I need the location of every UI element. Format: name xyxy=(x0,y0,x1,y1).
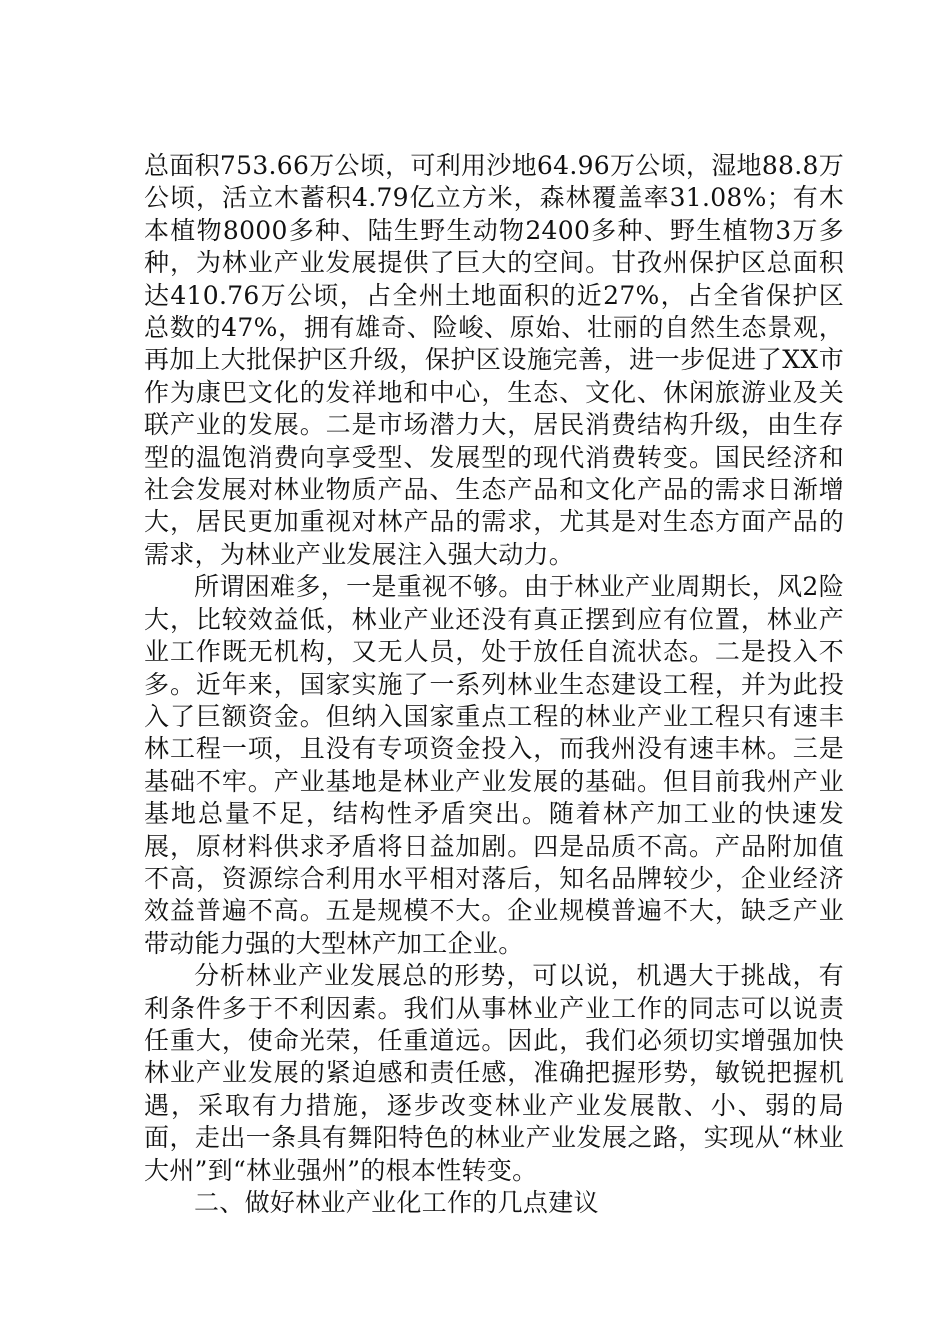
document-page xyxy=(144,150,844,1219)
paragraph-situation-analysis: 分析林业产业发展总的形势，可以说，机遇大于挑战，有利条件多于不利因素。我们从事林业产业工作的同志可以说责任重大，使命光荣，任重道远。因此，我们必须切实增强加快林业产业发展的紧迫感和责任感，准确把握形势，敏锐把握机遇，采取有力措施，逐步改变林业产业发展散、小、弱的局面，走出一条具有舞阳特色的林业产业发展之路，实现从“林业大州”到“林业强州”的根本性转变。 xyxy=(144,961,844,1185)
paragraph-resources: 总面积753.66万公顷，可利用沙地64.96万公顷，湿地88.8万公顷，活立木蓄积4.79亿立方米，森林覆盖率31.08%；有木本植物8000多种、陆生野生动物2400多种、野生植物3万多种，为林业产业发展提供了巨大的空间。甘孜州保护区总面积达410.76万公顷，占全州土地面积的近27%，占全省保护区总数的47%，拥有雄奇、险峻、原始、壮丽的自然生态景观，再加上大批保护区升级，保护区设施完善，进一步促进了XX市作为康巴文化的发祥地和中心，生态、文化、休闲旅游业及关联产业的发展。二是市场潜力大，居民消费结构升级，由生存型的温饱消费向享受型、发展型的现代消费转变。国民经济和社会发展对林业物质产品、生态产品和文化产品的需求日渐增大，居民更加重视对林产品的需求，尤其是对生态方面产品的需求，为林业产业发展注入强大动力。 xyxy=(144,151,844,569)
paragraph-difficulties: 所谓困难多，一是重视不够。由于林业产业周期长，风2险大，比较效益低，林业产业还没有真正摆到应有位置，林业产业工作既无机构，又无人员，处于放任自流状态。二是投入不多。近年来，国家实施了一系列林业生态建设工程，并为此投入了巨额资金。但纳入国家重点工程的林业产业工程只有速丰林工程一项，且没有专项资金投入，而我州没有速丰林。三是基础不牢。产业基地是林业产业发展的基础。但目前我州产业基地总量不足，结构性矛盾突出。随着林产加工业的快速发展，原材料供求矛盾将日益加剧。四是品质不高。产品附加值不高，资源综合利用水平相对落后，知名品牌较少，企业经济效益普遍不高。五是规模不大。企业规模普遍不大，缺乏产业带动能力强的大型林产加工企业。 xyxy=(144,572,844,958)
section-heading: 二、做好林业产业化工作的几点建议 xyxy=(194,1188,599,1217)
